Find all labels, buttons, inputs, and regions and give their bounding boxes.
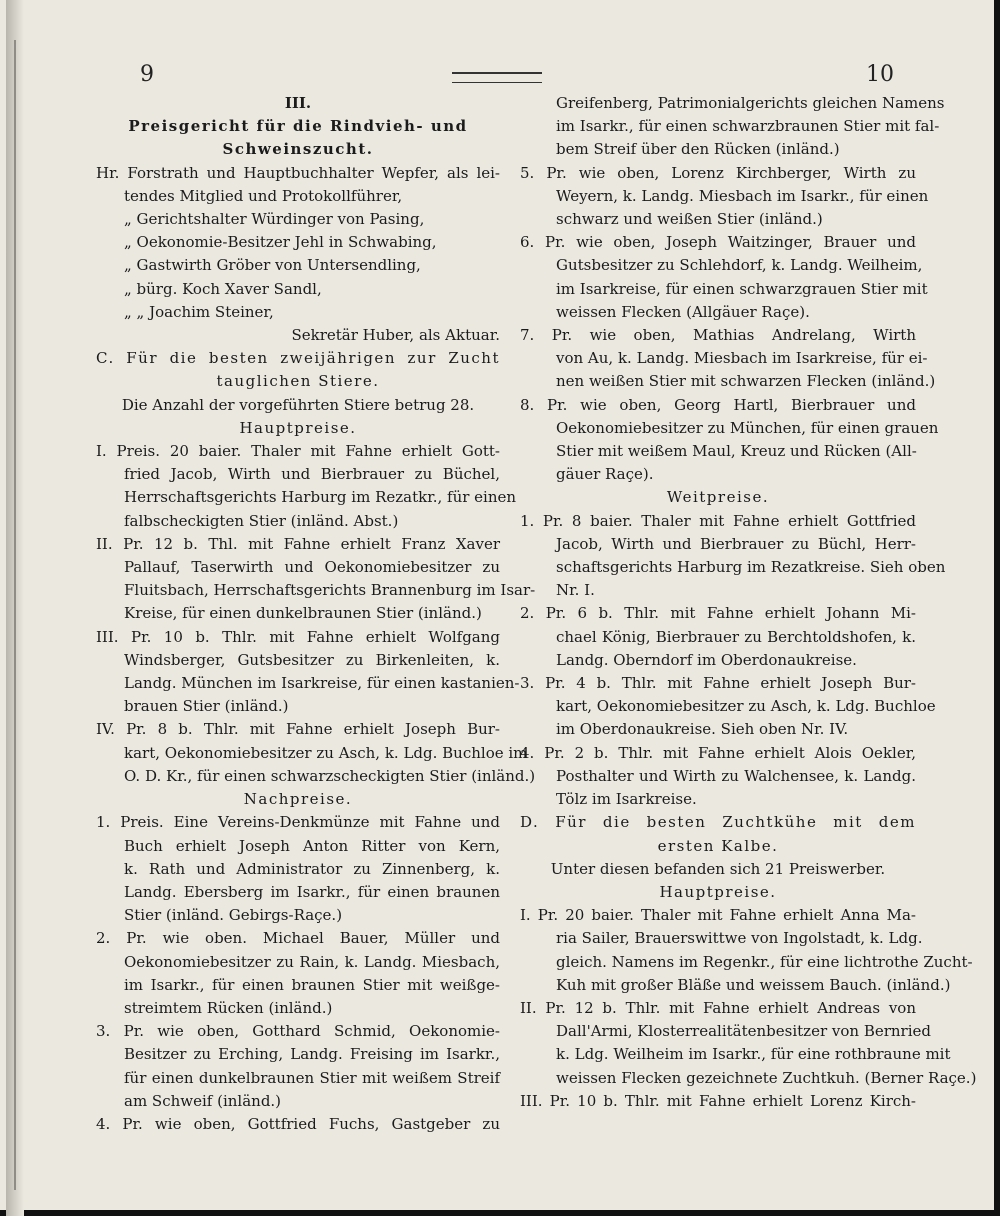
text-line: Unter diesen befanden sich 21 Preiswerber. bbox=[550, 859, 886, 878]
text-line: C. Für die besten zweijährigen zur Zucht bbox=[96, 349, 500, 368]
text-line: Landg. München im Isarkreise, für einen kastanien- bbox=[124, 674, 520, 693]
text-line: im Oberdonaukreise. Sieh oben Nr. IV. bbox=[556, 720, 849, 739]
text-line: weissen Flecken (Allgäuer Raçe). bbox=[556, 302, 810, 321]
text-line: 6. Pr. wie oben, Joseph Waitzinger, Brauer und bbox=[520, 233, 916, 252]
text-line: k. Ldg. Weilheim im Isarkr., für eine rothbraune mit bbox=[556, 1045, 951, 1064]
text-line: kart, Oekonomiebesitzer zu Asch, k. Ldg. Buchloe im bbox=[124, 743, 528, 762]
text-line: 2. Pr. wie oben. Michael Bauer, Müller und bbox=[96, 929, 500, 948]
text-line: III. Pr. 10 b. Thlr. mit Fahne erhielt Wolfgang bbox=[96, 627, 500, 646]
text-line: Hauptpreise. bbox=[239, 418, 357, 437]
text-line: „ Gerichtshalter Würdinger von Pasing, bbox=[124, 210, 425, 229]
text-line: im Isarkr., für einen braunen Stier mit weißge- bbox=[124, 975, 500, 994]
text-line: im Isarkr., für einen schwarzbraunen Stier mit fal- bbox=[556, 117, 940, 136]
text-line: Gutsbesitzer zu Schlehdorf, k. Landg. Weilheim, bbox=[556, 256, 923, 275]
text-line: 3. Pr. wie oben, Gotthard Schmid, Oekonomie- bbox=[96, 1022, 500, 1041]
text-line: im Isarkreise, für einen schwarzgrauen Stier mit bbox=[556, 279, 928, 298]
text-line: Landg. Ebersberg im Isarkr., für einen braunen bbox=[124, 882, 500, 901]
text-line: 3. Pr. 4 b. Thlr. mit Fahne erhielt Joseph Bur- bbox=[520, 674, 916, 693]
text-line: Stier mit weißem Maul, Kreuz und Rücken (All- bbox=[556, 442, 917, 461]
text-line: Oekonomiebesitzer zu Rain, k. Landg. Miesbach, bbox=[124, 952, 500, 971]
text-line: Preisgericht für die Rindvieh- und bbox=[128, 117, 468, 136]
text-line: „ „ Joachim Steiner, bbox=[124, 302, 274, 321]
text-line: „ bürg. Koch Xaver Sandl, bbox=[124, 279, 322, 298]
text-line: II. Pr. 12 b. Thlr. mit Fahne erhielt Andreas von bbox=[520, 998, 916, 1017]
text-line: 5. Pr. wie oben, Lorenz Kirchberger, Wirth zu bbox=[520, 163, 916, 182]
text-line: 1. Pr. 8 baier. Thaler mit Fahne erhielt Gottfried bbox=[520, 511, 916, 530]
text-line: brauen Stier (inländ.) bbox=[124, 697, 289, 716]
text-line: I. Preis. 20 baier. Thaler mit Fahne erhielt Gott- bbox=[96, 442, 500, 461]
text-line: schwarz und weißen Stier (inländ.) bbox=[556, 210, 823, 229]
text-line: fried Jacob, Wirth und Bierbrauer zu Büchel, bbox=[124, 465, 500, 484]
text-line: weissen Flecken gezeichnete Zuchtkuh. (Berner Raçe.) bbox=[556, 1068, 977, 1087]
text-line: Herrschaftsgerichts Harburg im Rezatkr., für einen bbox=[124, 488, 517, 507]
text-line: falbscheckigten Stier (inländ. Abst.) bbox=[124, 511, 399, 530]
text-line: Dall'Armi, Klosterrealitätenbesitzer von Bernried bbox=[556, 1022, 932, 1041]
text-line: III. Pr. 10 b. Thlr. mit Fahne erhielt Lorenz Kirch- bbox=[520, 1091, 916, 1110]
text-line: Weyern, k. Landg. Miesbach im Isarkr., für einen bbox=[556, 186, 929, 205]
text-line: ersten Kalbe. bbox=[657, 836, 779, 855]
text-line: Besitzer zu Erching, Landg. Freising im Isarkr., bbox=[124, 1045, 500, 1064]
text-line: „ Gastwirth Gröber von Untersendling, bbox=[124, 256, 421, 275]
text-line: Nr. I. bbox=[556, 581, 595, 600]
text-line: D. Für die besten Zuchtkühe mit dem bbox=[520, 813, 916, 832]
text-line: Buch erhielt Joseph Anton Ritter von Kern, bbox=[124, 836, 500, 855]
left-page-number: 9 bbox=[140, 62, 154, 87]
text-line: Tölz im Isarkreise. bbox=[556, 790, 697, 809]
text-line: Kreise, für einen dunkelbraunen Stier (inländ.) bbox=[124, 604, 482, 623]
text-line: I. Pr. 20 baier. Thaler mit Fahne erhielt Anna Ma- bbox=[520, 906, 916, 925]
text-line: tendes Mitglied und Protokollführer, bbox=[124, 186, 403, 205]
text-line: 2. Pr. 6 b. Thlr. mit Fahne erhielt Johann Mi- bbox=[520, 604, 916, 623]
text-line: von Au, k. Landg. Miesbach im Isarkreise, für ei- bbox=[556, 349, 928, 368]
text-line: 7. Pr. wie oben, Mathias Andrelang, Wirth bbox=[520, 326, 916, 345]
text-line: IV. Pr. 8 b. Thlr. mit Fahne erhielt Joseph Bur- bbox=[96, 720, 500, 739]
text-line: 1. Preis. Eine Vereins-Denkmünze mit Fahne und bbox=[96, 813, 500, 832]
text-line: „ Oekonomie-Besitzer Jehl in Schwabing, bbox=[124, 233, 437, 252]
text-line: k. Rath und Administrator zu Zinnenberg, k. bbox=[124, 859, 500, 878]
text-line: Schweinszucht. bbox=[222, 140, 374, 159]
text-line: Jacob, Wirth und Bierbrauer zu Büchl, Herr- bbox=[556, 534, 916, 553]
text-line: III. bbox=[284, 94, 312, 112]
right-text-column bbox=[520, 92, 977, 1113]
text-line: Pallauf, Taserwirth und Oekonomiebesitzer zu bbox=[124, 558, 500, 577]
text-line: chael König, Bierbrauer zu Berchtoldshofen, k. bbox=[556, 627, 916, 646]
binding-fold bbox=[14, 40, 16, 1190]
left-text-column bbox=[96, 92, 536, 1136]
text-line: streimtem Rücken (inländ.) bbox=[124, 998, 333, 1017]
right-page-number: 10 bbox=[866, 62, 894, 87]
text-line: kart, Oekonomiebesitzer zu Asch, k. Ldg. Buchloe bbox=[556, 697, 936, 716]
text-line: Windsberger, Gutsbesitzer zu Birkenleiten, k. bbox=[124, 650, 500, 669]
text-line: schaftsgerichts Harburg im Rezatkreise. Sieh oben bbox=[556, 558, 946, 577]
text-line: Greifenberg, Patrimonialgerichts gleichen Namens bbox=[556, 94, 945, 112]
text-line: Landg. Oberndorf im Oberdonaukreise. bbox=[556, 650, 857, 669]
text-line: 4. Pr. 2 b. Thlr. mit Fahne erhielt Alois Oekler, bbox=[520, 743, 916, 762]
header-rule bbox=[452, 72, 542, 83]
text-line: II. Pr. 12 b. Thl. mit Fahne erhielt Franz Xaver bbox=[96, 534, 500, 553]
text-line: am Schweif (inländ.) bbox=[124, 1091, 282, 1110]
text-line: Nachpreise. bbox=[243, 790, 353, 809]
text-line: gäuer Raçe). bbox=[556, 465, 654, 484]
text-line: 4. Pr. wie oben, Gottfried Fuchs, Gastgeber zu bbox=[96, 1114, 500, 1133]
text-line: Sekretär Huber, als Aktuar. bbox=[291, 326, 500, 345]
text-line: Fluitsbach, Herrschaftsgerichts Brannenburg im Isar- bbox=[124, 581, 536, 600]
text-line: nen weißen Stier mit schwarzen Flecken (inländ.) bbox=[556, 372, 936, 391]
text-line: ria Sailer, Brauerswittwe von Ingolstadt, k. Ldg. bbox=[556, 929, 923, 948]
text-line: tauglichen Stiere. bbox=[216, 372, 380, 391]
text-line: Hauptpreise. bbox=[659, 882, 777, 901]
text-line: Die Anzahl der vorgeführten Stiere betrug 28. bbox=[121, 395, 475, 414]
text-line: O. D. Kr., für einen schwarzscheckigten Stier (inländ.) bbox=[124, 766, 536, 785]
text-line: Kuh mit großer Bläße und weissem Bauch. (inländ.) bbox=[556, 975, 951, 994]
text-line: Stier (inländ. Gebirgs-Raçe.) bbox=[124, 906, 343, 925]
text-line: für einen dunkelbraunen Stier mit weißem Streif bbox=[124, 1068, 500, 1087]
text-line: 8. Pr. wie oben, Georg Hartl, Bierbrauer und bbox=[520, 395, 916, 414]
text-line: gleich. Namens im Regenkr., für eine lichtrothe Zucht- bbox=[556, 952, 973, 971]
text-line: Oekonomiebesitzer zu München, für einen grauen bbox=[556, 418, 939, 437]
text-line: Weitpreise. bbox=[666, 488, 770, 507]
text-line: Hr. Forstrath und Hauptbuchhalter Wepfer, als lei- bbox=[96, 163, 500, 182]
text-line: Posthalter und Wirth zu Walchensee, k. Landg. bbox=[556, 766, 916, 785]
text-line: bem Streif über den Rücken (inländ.) bbox=[556, 140, 840, 159]
